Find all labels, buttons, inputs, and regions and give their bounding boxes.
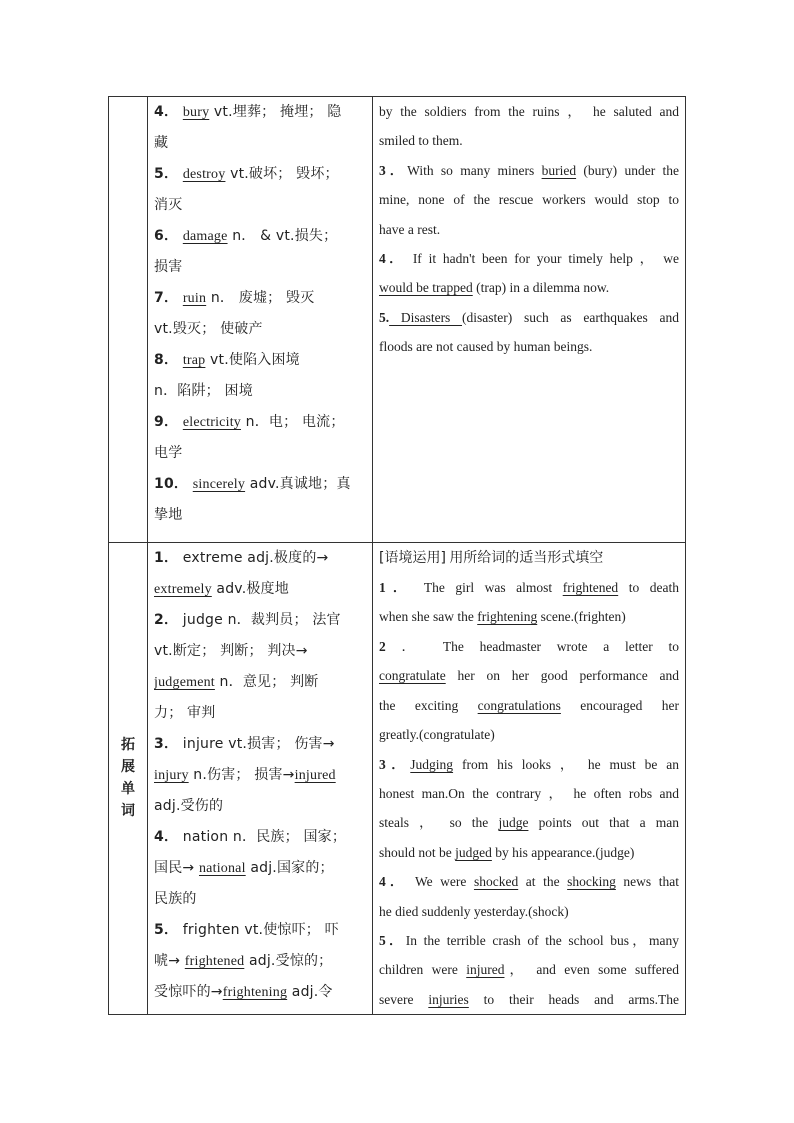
- exercise-item: [379, 303, 679, 332]
- text-line: 民族的: [154, 890, 197, 907]
- text-span: adv.真诚地；真: [245, 476, 351, 492]
- text-line: mine, none of the rescue workers would stop to: [379, 192, 679, 208]
- text-line: greatly.(congratulate): [379, 727, 495, 743]
- answer: frightened: [562, 580, 619, 596]
- text-line: by the soldiers from the ruins ， he saluted and: [379, 104, 679, 119]
- exercise-cell: [373, 542, 686, 1015]
- item-number: 9．: [154, 414, 179, 430]
- text-span: at the: [518, 874, 568, 890]
- text-line: [154, 283, 366, 314]
- text-span: n． 废墟； 毁灭: [206, 290, 315, 306]
- section-label: [121, 734, 135, 822]
- item-number: 6．: [154, 228, 179, 244]
- text-line: 挚地: [154, 507, 183, 523]
- exercise-item: [379, 867, 679, 896]
- item-number: 10．: [154, 476, 189, 492]
- text-line: n．陷阱； 困境: [154, 383, 253, 399]
- text-span: severe: [379, 991, 429, 1007]
- item-number: 4．: [379, 251, 407, 267]
- label-char: 单: [121, 781, 135, 798]
- text-line: [154, 605, 366, 636]
- answer: extremely: [154, 581, 212, 597]
- text-span: The girl was almost: [413, 580, 563, 596]
- text-span: (disaster) such as earthquakes and: [462, 309, 679, 325]
- text-line: floods are not caused by human beings.: [379, 339, 593, 355]
- item-number: 4．: [379, 874, 408, 890]
- text-line: [379, 838, 679, 867]
- text-span: judge n．裁判员； 法官: [178, 611, 341, 628]
- text-span: adj.国家的；: [245, 859, 334, 876]
- text-line: [154, 574, 366, 605]
- text-line: 损害: [154, 259, 183, 275]
- text-line: [154, 543, 366, 574]
- text-line: 力； 审判: [154, 704, 216, 721]
- text-span: n.伤害； 损害→: [188, 766, 295, 783]
- answer: destroy: [182, 167, 226, 182]
- answer: Disasters: [389, 309, 463, 325]
- text-span: scene.(frighten): [537, 609, 626, 625]
- answer: injuries: [428, 991, 469, 1007]
- text-line: [379, 985, 679, 1014]
- item-number: 3．: [154, 735, 179, 752]
- answer: bury: [182, 105, 210, 120]
- answer: injury: [154, 767, 189, 783]
- text-line: honest man.On the contrary ， he often robs and: [379, 785, 679, 801]
- table-row: [109, 97, 686, 543]
- exercise-item: [379, 244, 679, 273]
- text-line: vt.毁灭； 使破产: [154, 321, 263, 337]
- answer: injured: [294, 767, 336, 783]
- text-span: adj.令: [287, 983, 333, 1000]
- text-span: n． & vt.损失；: [227, 228, 338, 244]
- exercise-item: [379, 573, 679, 602]
- text-span: children were: [379, 962, 467, 978]
- text-span: If it hadn't been for your timely help ， we: [406, 251, 679, 267]
- item-number: 2．: [154, 611, 179, 628]
- header-tag: [语境运用]: [379, 549, 446, 566]
- text-line: [379, 602, 679, 631]
- text-span: when she saw the: [379, 609, 478, 625]
- text-span: (trap) in a dilemma now.: [472, 280, 610, 296]
- item-number: 5．: [154, 166, 179, 182]
- word-list-cell: [148, 97, 373, 543]
- text-line: [154, 221, 366, 252]
- text-line: [154, 729, 366, 760]
- item-number: 4．: [154, 104, 179, 120]
- item-number: 4．: [154, 828, 179, 845]
- exercise-item: [379, 156, 679, 185]
- answer: congratulations: [477, 697, 561, 713]
- vocabulary-table: [108, 96, 686, 1015]
- answer: frightened: [184, 953, 245, 969]
- label-char: 词: [121, 803, 135, 820]
- text-line: [154, 946, 366, 977]
- table-row: [109, 542, 686, 1015]
- text-span: vt.使陷入困境: [205, 352, 300, 368]
- text-span: (bury) under the: [576, 162, 679, 178]
- text-span: to death: [618, 580, 679, 596]
- answer: judgement: [154, 674, 215, 690]
- answer: frightening: [477, 609, 538, 625]
- text-span: from his looks ， he must be an: [453, 756, 679, 772]
- answer: trap: [182, 353, 206, 368]
- answer: Judging: [410, 756, 454, 772]
- item-number: 3．: [379, 756, 411, 772]
- exercise-header: [379, 543, 679, 573]
- answer: shocking: [567, 874, 616, 890]
- text-line: [154, 822, 366, 853]
- text-span: n．意见； 判断: [214, 673, 319, 690]
- answer: damage: [182, 229, 228, 244]
- answer: sincerely: [192, 477, 246, 492]
- exercise-cell: [373, 97, 686, 543]
- text-line: 电学: [154, 445, 183, 461]
- item-number: 7．: [154, 290, 179, 306]
- text-line: [154, 853, 366, 884]
- item-number: 5．: [154, 921, 179, 938]
- answer: injured: [466, 962, 505, 978]
- text-span: should not be: [379, 844, 456, 860]
- text-span: ， and even some suffered: [504, 962, 679, 978]
- answer: national: [198, 860, 246, 876]
- text-span: With so many miners: [407, 162, 542, 178]
- section-cell-empty: [109, 97, 148, 543]
- text-line: adj.受伤的: [154, 797, 224, 814]
- text-span: vt.埋葬； 掩埋； 隐: [209, 104, 342, 120]
- text-line: he died suddenly yesterday.(shock): [379, 903, 569, 919]
- text-span: frighten vt.使惊吓； 吓: [178, 921, 339, 938]
- item-number: 5．: [379, 932, 406, 948]
- text-span: adv.极度地: [211, 580, 289, 597]
- text-span: In the terrible crash of the school bus，many: [405, 932, 679, 948]
- text-line: [154, 97, 366, 128]
- text-span: nation n．民族； 国家；: [178, 828, 347, 845]
- text-span: steals ， so the: [379, 815, 499, 831]
- text-line: [154, 407, 366, 438]
- text-span: injure vt.损害； 伤害→: [178, 735, 335, 752]
- item-number: 1．: [154, 549, 179, 566]
- exercise-item: [379, 750, 679, 779]
- text-span: points out that a man: [528, 815, 679, 831]
- answer: frightening: [222, 984, 288, 1000]
- text-line: [379, 808, 679, 837]
- text-line: [379, 691, 679, 720]
- header-text: 用所给词的适当形式填空: [449, 549, 604, 566]
- text-line: [379, 273, 679, 302]
- text-line: have a rest.: [379, 221, 441, 237]
- answer: shocked: [473, 874, 519, 890]
- text-span: 唬→: [154, 952, 185, 969]
- text-line: 消灭: [154, 197, 183, 213]
- text-span: ． The headmaster wrote a letter to: [385, 638, 679, 654]
- answer: judge: [498, 815, 529, 831]
- text-line: vt.断定； 判断； 判决→: [154, 642, 308, 659]
- item-number: 3．: [379, 162, 408, 178]
- answer: electricity: [182, 415, 241, 430]
- word-family-cell: [148, 542, 373, 1015]
- section-label-cell: [109, 542, 148, 1015]
- text-span: vt.破坏； 毁坏；: [225, 166, 339, 182]
- text-line: [154, 977, 366, 1008]
- text-span: 国民→: [154, 859, 199, 876]
- text-line: 藏: [154, 135, 169, 151]
- text-line: [154, 469, 366, 500]
- text-line: [154, 915, 366, 946]
- text-line: [154, 345, 366, 376]
- text-span: n．电； 电流；: [240, 414, 345, 430]
- text-line: [379, 955, 679, 984]
- text-span: by his appearance.(judge): [491, 844, 635, 860]
- text-line: [379, 661, 679, 690]
- answer: buried: [541, 162, 577, 178]
- exercise-item: [379, 632, 679, 661]
- item-number: 2: [379, 638, 386, 654]
- text-span: We were: [407, 874, 474, 890]
- text-span: to their heads and arms.The: [468, 991, 679, 1007]
- label-char: 拓: [121, 737, 135, 754]
- text-line: smiled to them.: [379, 133, 463, 149]
- text-span: extreme adj.极度的→: [178, 549, 329, 566]
- text-span: encouraged her: [560, 697, 679, 713]
- answer: congratulate: [379, 668, 446, 684]
- item-number: 1．: [379, 580, 414, 596]
- answer: judged: [455, 844, 492, 860]
- label-char: 展: [121, 759, 135, 776]
- text-line: [154, 667, 366, 698]
- text-span: adj.受惊的；: [244, 952, 333, 969]
- text-line: [154, 159, 366, 190]
- exercise-item: [379, 926, 679, 955]
- text-line: [154, 760, 366, 791]
- text-span: news that: [615, 874, 679, 890]
- answer: would be trapped: [379, 280, 473, 296]
- answer: ruin: [182, 291, 207, 306]
- item-number: 8．: [154, 352, 179, 368]
- text-span: the exciting: [379, 697, 478, 713]
- text-span: her on her good performance and: [445, 668, 679, 684]
- item-number: 5.: [379, 309, 390, 325]
- text-span: 受惊吓的→: [154, 983, 223, 1000]
